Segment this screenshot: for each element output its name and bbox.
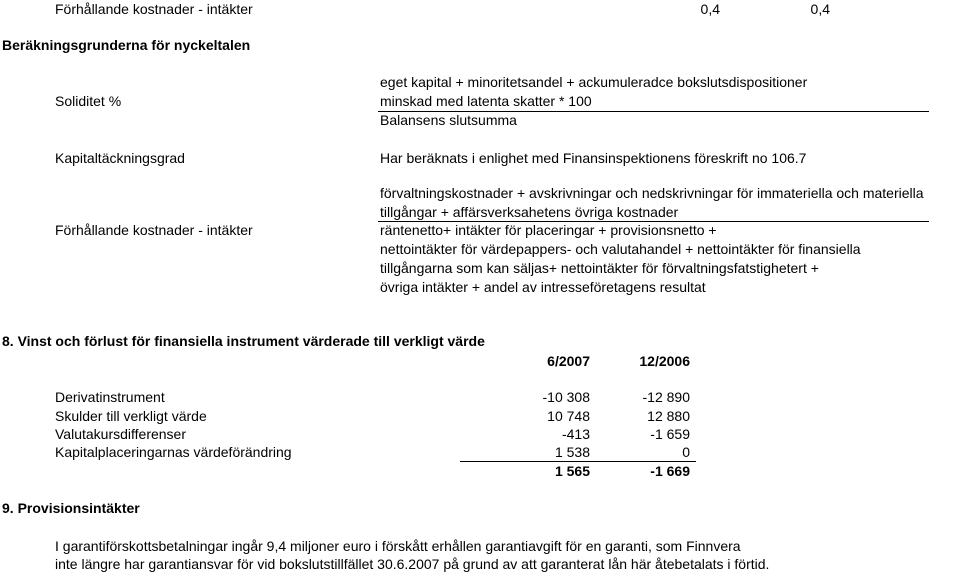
table-row-label: Derivatinstrument	[55, 389, 165, 405]
table-cell: -413	[561, 426, 590, 442]
soliditet-numerator-line1: eget kapital + minoritetsandel + ackumuleradce bokslutsdispositioner	[380, 74, 808, 90]
section8-heading: 8. Vinst och förlust för finansiella instrument värderade till verkligt värde	[2, 333, 485, 349]
table-cell: -12 890	[642, 389, 690, 405]
table-cell: 10 748	[547, 408, 590, 424]
soliditet-denominator: Balansens slutsumma	[380, 112, 517, 128]
col-header-2007: 6/2007	[547, 353, 590, 369]
cost-denominator-line: tillgångarna som kan säljas+ nettointäkter för förvaltningsfatstighetert +	[380, 260, 819, 276]
soliditet-numerator-line2: minskad med latenta skatter * 100	[380, 93, 592, 109]
table-cell: -10 308	[542, 389, 590, 405]
ratio-label: Förhållande kostnader - intäkter	[55, 1, 253, 17]
table-total-rule	[460, 461, 696, 462]
cost-numerator-line2: tillgångar + affärsverksahetens övriga kostnader	[380, 204, 679, 220]
cost-denominator-line: nettointäkter för värdepappers- och valutahandel + nettointäkter för finansiella	[380, 241, 861, 257]
table-total-2006: -1 669	[650, 463, 690, 479]
soliditet-label: Soliditet %	[55, 93, 122, 109]
cost-denominator-line: övriga intäkter + andel av intresseföretagens resultat	[380, 279, 706, 295]
table-row-label: Skulder till verkligt värde	[55, 408, 207, 424]
table-cell: 12 880	[647, 408, 690, 424]
ratio-value-current: 0,4	[700, 1, 720, 17]
cost-denominator-line: räntenetto+ intäkter för placeringar + provisionsnetto +	[380, 222, 717, 238]
col-header-2006: 12/2006	[639, 353, 690, 369]
basis-heading: Beräkningsgrunderna för nyckeltalen	[2, 37, 251, 53]
section9-heading: 9. Provisionsintäkter	[2, 500, 140, 516]
table-row-label: Kapitalplaceringarnas värdeförändring	[55, 444, 292, 460]
ratio-value-previous: 0,4	[810, 1, 830, 17]
cost-income-label: Förhållande kostnader - intäkter	[55, 222, 253, 238]
table-cell: 0	[682, 444, 690, 460]
table-total-2007: 1 565	[554, 463, 590, 479]
cost-numerator-line1: förvaltningskostnader + avskrivningar och nedskrivningar för immateriella och materiella	[380, 185, 924, 201]
table-cell: 1 538	[554, 444, 590, 460]
table-cell: -1 659	[650, 426, 690, 442]
kapitaltackning-text: Har beräknats i enlighet med Finansinspektionens föreskrift no 106.7	[380, 150, 807, 166]
kapitaltackning-label: Kapitaltäckningsgrad	[55, 150, 185, 166]
section9-text-line2: inte längre har garantiansvar för vid bokslutstillfället 30.6.2007 på grund av att garanterat lån här åtebetalats i förtid.	[55, 556, 770, 572]
table-row-label: Valutakursdifferenser	[55, 426, 186, 442]
section9-text-line1: I garantiförskottsbetalningar ingår 9,4 miljoner euro i förskått erhållen garantiavgift för en garanti, som Finnvera	[55, 538, 741, 554]
